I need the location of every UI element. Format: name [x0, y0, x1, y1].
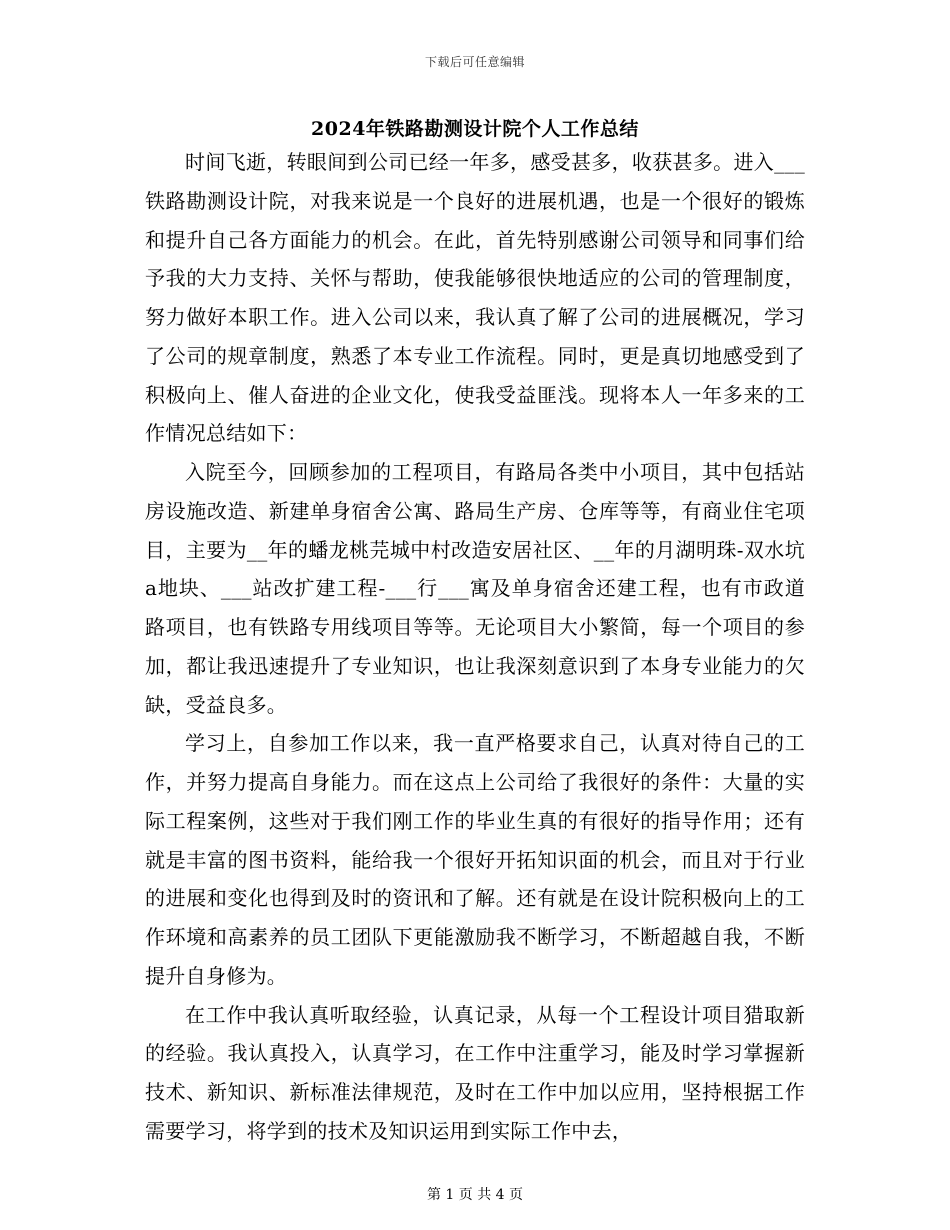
paragraph-1: 时间飞逝，转眼间到公司已经一年多，感受甚多，收获甚多。进入___铁路勘测设计院，对我来说是一个良好的进展机遇，也是一个很好的锻炼和提升自己各方面能力的机会。在此，首先特别感谢公司领导和同事们给予我的大力支持、关怀与帮助，使我能够很快地适应的公司的管理制度，努力做好本职工作。进入公司以来，我认真了解了公司的进展概况，学习了公司的规章制度，熟悉了本专业工作流程。同时，更是真切地感受到了积极向上、催人奋进的企业文化，使我受益匪浅。现将本人一年多来的工作情况总结如下： [145, 150, 805, 446]
header-note: 下载后可任意编辑 [424, 55, 525, 69]
document-body [145, 143, 805, 1151]
document-title: 2024年铁路勘测设计院个人工作总结 [311, 118, 639, 140]
paragraph-4: 在工作中我认真听取经验，认真记录，从每一个工程设计项目猎取新的经验。我认真投入，认真学习，在工作中注重学习，能及时学习掌握新技术、新知识、新标准法律规范，及时在工作中加以应用，坚持根据工作需要学习，将学到的技术及知识运用到实际工作中去， [145, 1002, 805, 1143]
paragraph-3: 学习上，自参加工作以来，我一直严格要求自己，认真对待自己的工作，并努力提高自身能力。而在这点上公司给了我很好的条件：大量的实际工程案例，这些对于我们刚工作的毕业生真的有很好的指导作用；还有就是丰富的图书资料，能给我一个很好开拓知识面的机会，而且对于行业的进展和变化也得到及时的资讯和了解。还有就是在设计院积极向上的工作环境和高素养的员工团队下更能激励我不断学习，不断超越自我，不断提升自身修为。 [145, 731, 805, 988]
page-number: 第 1 页 共 4 页 [426, 1187, 524, 1203]
paragraph-2: 入院至今，回顾参加的工程项目，有路局各类中小项目，其中包括站房设施改造、新建单身宿舍公寓、路局生产房、仓库等等，有商业住宅项目，主要为__年的蟠龙桃芫城中村改造安居社区、__年的月湖明珠-双水坑a地块、___站改扩建工程-___行___寓及单身宿舍还建工程，也有市政道路项目，也有铁路专用线项目等等。无论项目大小繁简，每一个项目的参加，都让我迅速提升了专业知识，也让我深刻意识到了本身专业能力的欠缺，受益良多。 [145, 460, 805, 717]
